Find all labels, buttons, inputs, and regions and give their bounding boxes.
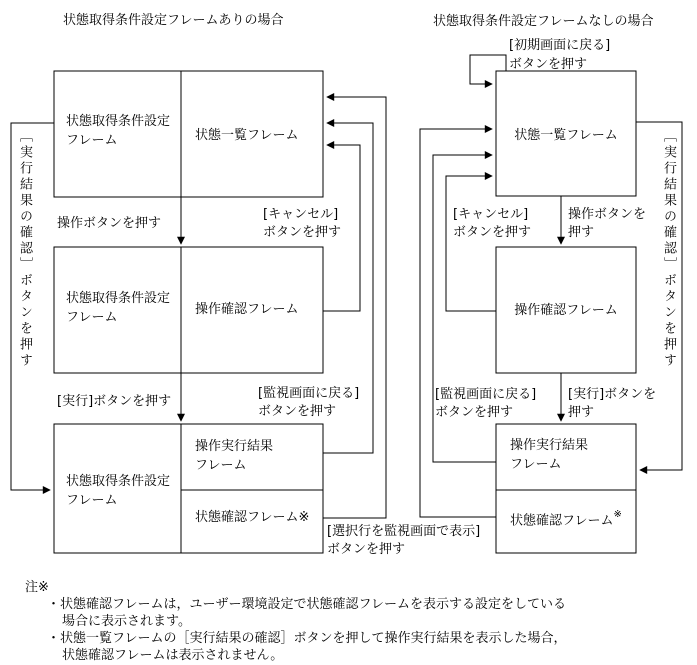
- left-window1-setting-frame-label: 状態取得条件設定 フレーム: [66, 114, 171, 148]
- right-monitor-return-label: [監視画面に戻る] ボタンを押す: [435, 387, 537, 420]
- left-window3-result-frame-label: 操作実行結果 フレーム: [195, 439, 274, 473]
- right-cancel-label: [キャンセル] ボタンを押す: [453, 207, 532, 240]
- note-reference-mark: ※: [613, 509, 622, 520]
- notes-heading: 注※: [25, 580, 49, 595]
- notes-line-4: 状態確認フレームは表示されません。: [62, 648, 284, 663]
- right-operation-button-label: 操作ボタンを 押す: [568, 207, 647, 240]
- left-diagram-title: 状態取得条件設定フレームありの場合: [63, 13, 284, 28]
- notes-line-1: ・状態確認フレームは，ユーザー環境設定で状態確認フレームを表示する設定をしている: [47, 597, 566, 612]
- left-window1-status-list-frame-label: 状態一覧フレーム: [195, 128, 299, 143]
- right-flow-initial-screen-loop: [470, 55, 506, 84]
- right-result-frame-label: 操作実行結果 フレーム: [510, 438, 589, 472]
- right-flow-select-row-return: [420, 129, 496, 517]
- right-diagram-title: 状態取得条件設定フレームなしの場合: [433, 14, 654, 29]
- left-flow-select-row-return: [323, 97, 386, 518]
- left-window2-operation-confirm-frame-label: 操作確認フレーム: [195, 302, 299, 317]
- select-row-label: [選択行を監視画面で表示] ボタンを押す: [327, 524, 481, 557]
- right-status-confirm-frame-label: 状態確認フレーム※: [510, 509, 622, 529]
- right-initial-screen-label: [初期画面に戻る] ボタンを押す: [509, 38, 611, 72]
- left-exec-result-vertical-label: ［実行結果の確認］ボタンを押す: [17, 129, 32, 369]
- right-exec-result-vertical-label: ［実行結果の確認］ボタンを押す: [661, 129, 676, 369]
- left-execute-label: [実行]ボタンを押す: [57, 394, 172, 409]
- left-window3-setting-frame-label: 状態取得条件設定 フレーム: [66, 474, 171, 508]
- right-flow-cancel-return: [446, 176, 496, 311]
- notes-line-3: ・状態一覧フレームの［実行結果の確認］ボタンを押して操作実行結果を表示した場合，: [47, 631, 567, 646]
- notes-line-2: 場合に表示されます。: [62, 614, 191, 629]
- left-window2-setting-frame-label: 状態取得条件設定 フレーム: [66, 291, 171, 325]
- left-cancel-label: [キャンセル] ボタンを押す: [263, 207, 342, 240]
- left-operation-button-label: 操作ボタンを押す: [57, 216, 162, 231]
- right-status-list-frame-label: 状態一覧フレーム: [514, 128, 618, 143]
- right-operation-confirm-frame-label: 操作確認フレーム: [514, 303, 618, 318]
- left-window3-status-confirm-frame-label: 状態確認フレーム※: [195, 510, 310, 525]
- right-execute-label: [実行]ボタンを 押す: [568, 387, 657, 420]
- left-monitor-return-label: [監視画面に戻る] ボタンを押す: [258, 386, 360, 419]
